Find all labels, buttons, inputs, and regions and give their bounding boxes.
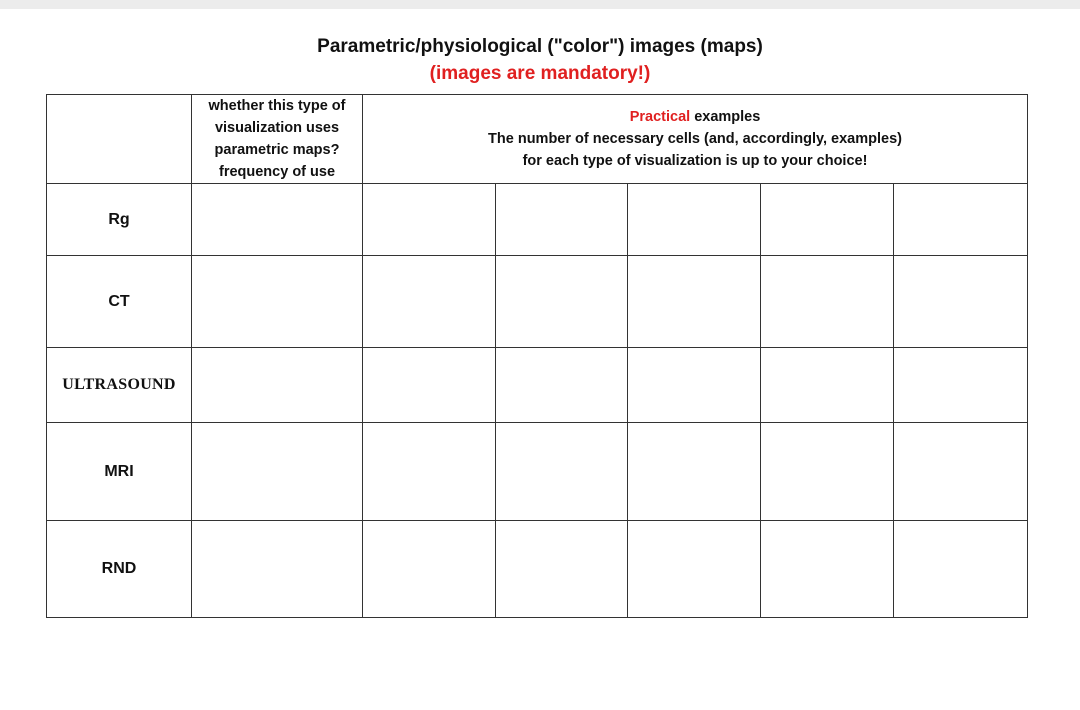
table-cell[interactable] — [363, 256, 496, 348]
header-question-line: frequency of use — [218, 164, 336, 180]
table-cell[interactable] — [363, 184, 496, 256]
table-cell[interactable] — [894, 423, 1028, 521]
header-row — [47, 95, 1028, 184]
table-cell[interactable] — [192, 256, 363, 348]
table-cell[interactable] — [496, 521, 628, 618]
header-examples-line3: for each type of visualization is up to your choice! — [522, 153, 868, 169]
table-row — [47, 184, 1028, 256]
row-label-ultrasound: ULTRASOUND — [47, 348, 192, 423]
table-cell[interactable] — [628, 256, 761, 348]
table-cell[interactable] — [192, 348, 363, 423]
table-cell[interactable] — [496, 184, 628, 256]
row-label-ct: CT — [47, 256, 192, 348]
top-bar — [0, 0, 1080, 9]
table-row — [47, 521, 1028, 618]
table-cell[interactable] — [761, 348, 894, 423]
examples-label: examples — [690, 109, 761, 125]
table-cell[interactable] — [192, 423, 363, 521]
header-question-cell — [192, 95, 363, 184]
table-row — [47, 348, 1028, 423]
header-question-line: parametric maps? — [214, 142, 340, 158]
table-row — [47, 423, 1028, 521]
table-cell[interactable] — [363, 423, 496, 521]
table-cell[interactable] — [628, 521, 761, 618]
header-examples-line1 — [363, 106, 1027, 128]
table-cell[interactable] — [192, 184, 363, 256]
visualization-table — [46, 94, 1028, 618]
table-cell[interactable] — [761, 423, 894, 521]
header-question-line: whether this type of — [208, 98, 346, 114]
table-cell[interactable] — [496, 423, 628, 521]
table-row — [47, 256, 1028, 348]
table-cell[interactable] — [496, 348, 628, 423]
table-cell[interactable] — [894, 256, 1028, 348]
table-cell[interactable] — [894, 184, 1028, 256]
page-title: Parametric/physiological ("color") images (maps) — [317, 36, 763, 57]
table-cell[interactable] — [363, 348, 496, 423]
table-cell[interactable] — [628, 423, 761, 521]
page-subtitle: (images are mandatory!) — [429, 63, 651, 84]
table-cell[interactable] — [496, 256, 628, 348]
table-cell[interactable] — [363, 521, 496, 618]
table-cell[interactable] — [628, 348, 761, 423]
practical-label: Practical — [629, 109, 691, 125]
table-cell[interactable] — [192, 521, 363, 618]
row-label-rnd: RND — [47, 521, 192, 618]
table-cell[interactable] — [894, 348, 1028, 423]
table-cell[interactable] — [628, 184, 761, 256]
header-empty-cell — [47, 95, 192, 184]
table-cell[interactable] — [761, 184, 894, 256]
row-label-rg: Rg — [47, 184, 192, 256]
header-question-line: visualization uses — [214, 120, 340, 136]
row-label-mri: MRI — [47, 423, 192, 521]
header-examples-cell — [363, 95, 1028, 184]
table-cell[interactable] — [894, 521, 1028, 618]
header-examples-line2: The number of necessary cells (and, accordingly, examples) — [488, 131, 902, 147]
table-cell[interactable] — [761, 521, 894, 618]
table-cell[interactable] — [761, 256, 894, 348]
